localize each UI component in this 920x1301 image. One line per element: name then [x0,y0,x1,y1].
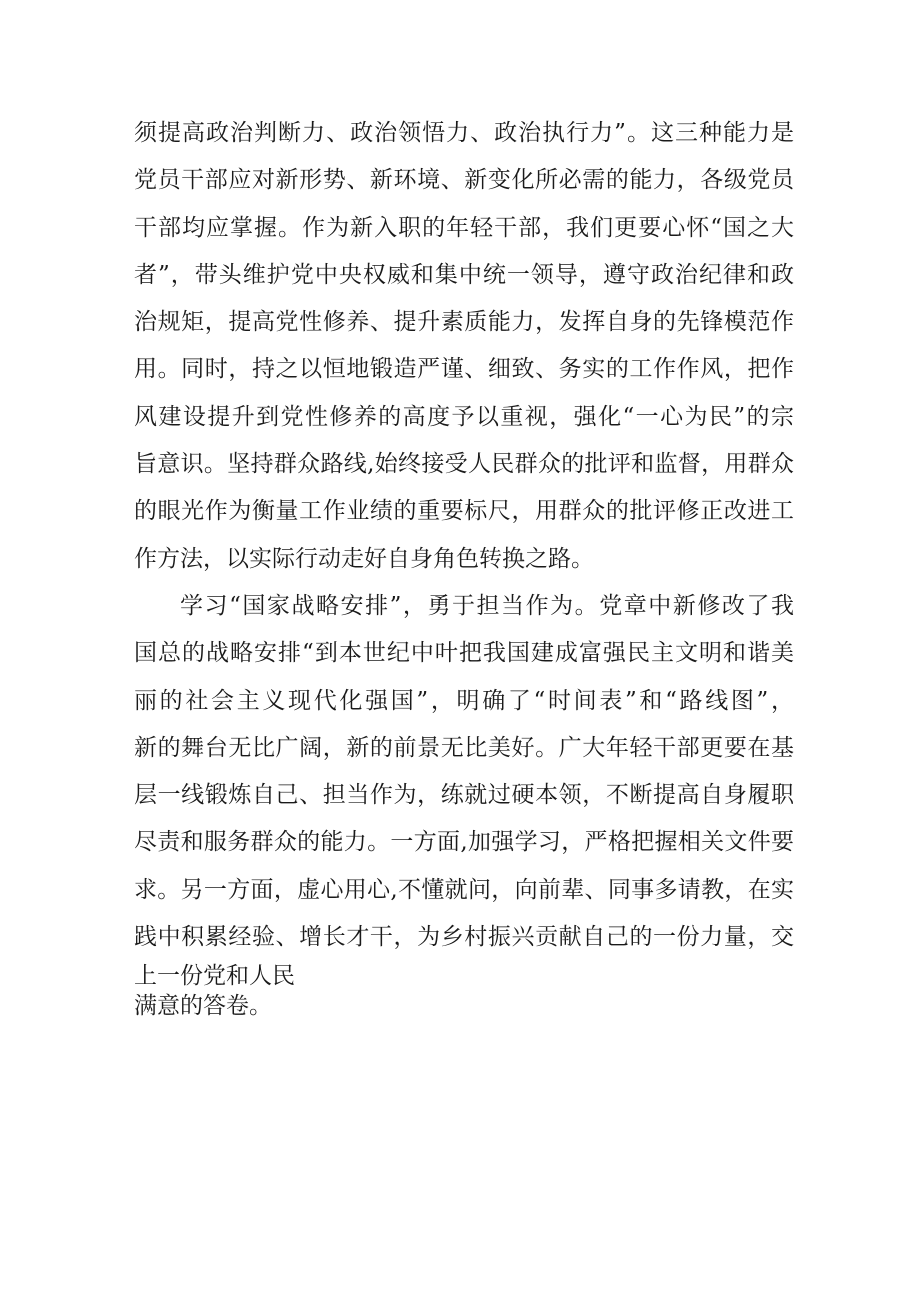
paragraph-1 [134,110,794,583]
text-line: 旨意识。坚持群众路线,始终接受人民群众的批评和监督，用群众 [134,451,794,478]
text-line: 风建设提升到党性修养的高度予以重视，强化“一心为民”的宗 [134,403,794,430]
text-line: 上一份党和人民 [134,963,295,990]
text-line: 须提高政治判断力、政治领悟力、政治执行力”。这三种能力是 [134,120,794,146]
text-line: 治规矩，提高党性修养、提升素质能力，发挥自身的先锋模范作 [134,309,794,336]
text-line: 满意的答卷。 [134,993,272,1020]
text-line: 者”，带头维护党中央权威和集中统一领导，遵守政治纪律和政 [134,261,794,288]
text-line: 学习“国家战略安排”，勇于担当作为。党章中新修改了我 [180,592,794,619]
text-line: 干部均应掌握。作为新入职的年轻干部，我们更要心怀“国之大 [134,214,794,241]
paragraph-2 [134,583,794,1021]
text-line: 层一线锻炼自己、担当作为，练就过硬本领，不断提高自身履职 [134,782,794,809]
text-line: 尽责和服务群众的能力。一方面,加强学习，严格把握相关文件要 [134,829,794,856]
text-line: 的眼光作为衡量工作业绩的重要标尺，用群众的批评修正改进工 [134,498,794,525]
text-line: 丽的社会主义现代化强国”，明确了“时间表”和“路线图”， [134,687,794,714]
text-line: 党员干部应对新形势、新环境、新变化所必需的能力，各级党员 [134,167,794,194]
text-line: 用。同时，持之以恒地锻造严谨、细致、务实的工作作风，把作 [134,356,794,383]
document-body [134,110,794,1021]
text-line: 践中积累经验、增长才干，为乡村振兴贡献自己的一份力量，交 [134,924,794,951]
text-line: 国总的战略安排“到本世纪中叶把我国建成富强民主文明和谐美 [134,640,794,667]
text-line: 新的舞台无比广阔，新的前景无比美好。广大年轻干部更要在基 [134,734,794,761]
text-line: 求。另一方面，虚心用心,不懂就问，向前辈、同事多请教，在实 [134,876,794,903]
text-line: 作方法，以实际行动走好自身角色转换之路。 [134,545,594,572]
